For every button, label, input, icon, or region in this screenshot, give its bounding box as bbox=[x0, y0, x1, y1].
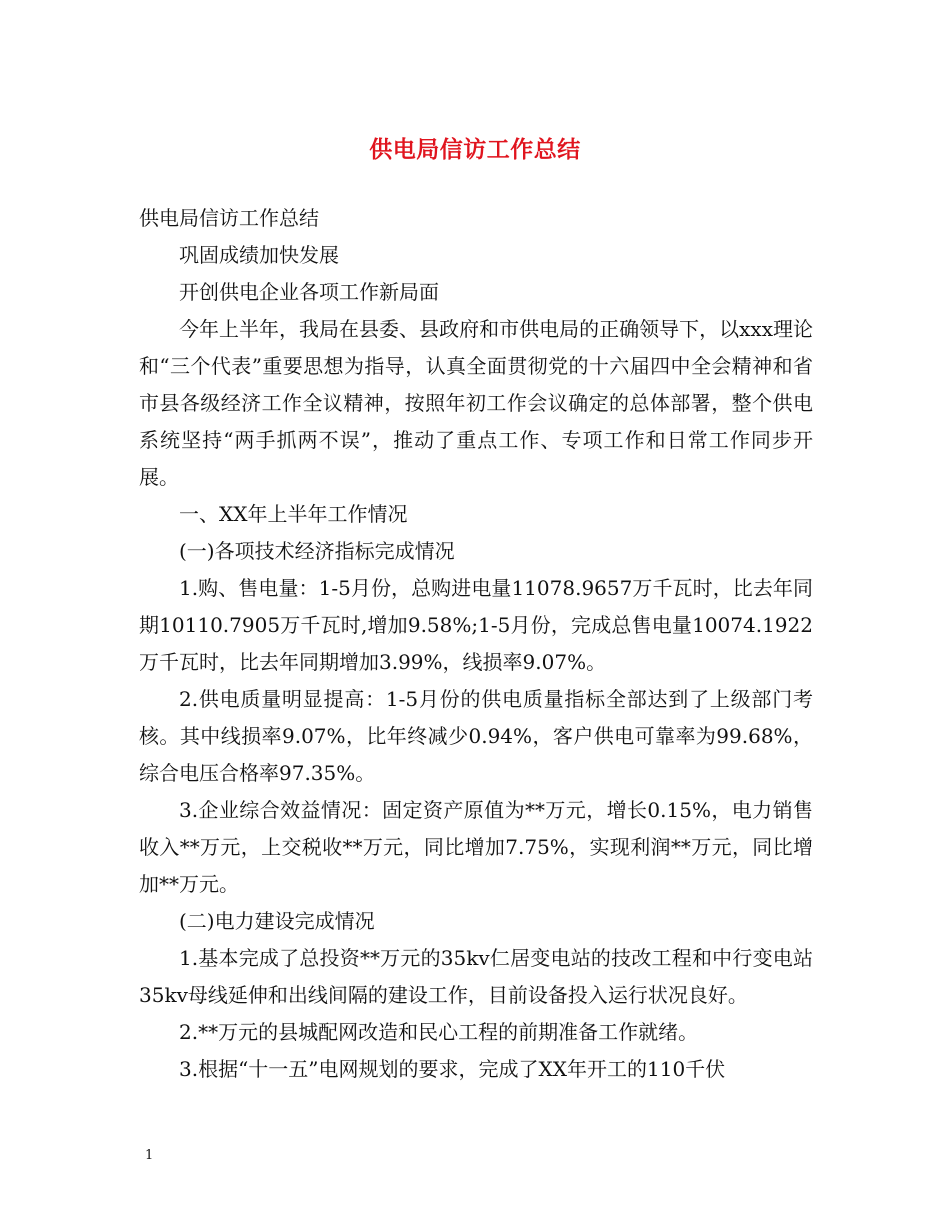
document-body bbox=[139, 200, 813, 1088]
subsection-heading-2: (二)电力建设完成情况 bbox=[179, 909, 375, 933]
document-title: 供电局信访工作总结 bbox=[369, 137, 581, 163]
body-heading: 供电局信访工作总结 bbox=[139, 206, 319, 230]
subtitle-line-2: 开创供电企业各项工作新局面 bbox=[179, 280, 439, 304]
paragraph-substation-project: 1.基本完成了总投资**万元的35kv仁居变电站的技改工程和中行变电站35kv母线延伸和出线间隔的建设工作，目前设备投入运行状况良好。 bbox=[139, 946, 813, 1007]
subtitle-line-1: 巩固成绩加快发展 bbox=[179, 243, 339, 267]
paragraph-grid-plan: 3.根据“十一五”电网规划的要求，完成了XX年开工的110千伏 bbox=[179, 1057, 726, 1081]
paragraph-electricity-volume: 1.购、售电量：1-5月份，总购进电量11078.9657万千瓦时，比去年同期10110.7905万千瓦时,增加9.58%;1-5月份，完成总售电量10074.1922万千瓦时，比去年同期增加3.99%，线损率9.07%。 bbox=[139, 576, 813, 674]
paragraph-supply-quality: 2.供电质量明显提高：1-5月份的供电质量指标全部达到了上级部门考核。其中线损率9.07%，比年终减少0.94%，客户供电可靠率为99.68%，综合电压合格率97.35%。 bbox=[139, 687, 813, 785]
paragraph-distribution-network: 2.**万元的县城配网改造和民心工程的前期准备工作就绪。 bbox=[179, 1020, 699, 1044]
page-number: 1 bbox=[145, 1148, 154, 1163]
paragraph-economic-benefit: 3.企业综合效益情况：固定资产原值为**万元，增长0.15%，电力销售收入**万元，上交税收**万元，同比增加7.75%，实现利润**万元，同比增加**万元。 bbox=[139, 798, 813, 896]
section-heading-1: 一、XX年上半年工作情况 bbox=[179, 502, 408, 526]
subsection-heading-1: (一)各项技术经济指标完成情况 bbox=[179, 539, 455, 563]
intro-paragraph: 今年上半年，我局在县委、县政府和市供电局的正确领导下，以xxx理论和“三个代表”重要思想为指导，认真全面贯彻党的十六届四中全会精神和省市县各级经济工作全议精神，按照年初工作会议确定的总体部署，整个供电系统坚持“两手抓两不误”，推动了重点工作、专项工作和日常工作同步开展。 bbox=[139, 317, 813, 489]
